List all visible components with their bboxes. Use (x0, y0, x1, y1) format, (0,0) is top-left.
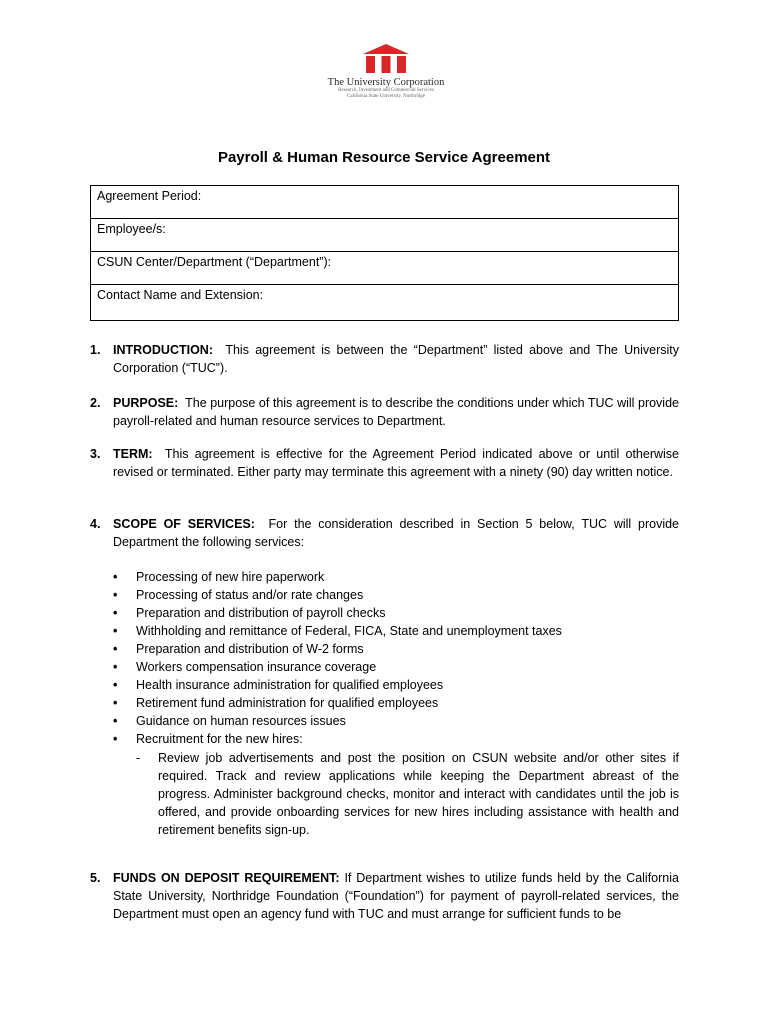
section-number: 5. (90, 871, 101, 885)
section-introduction (90, 341, 679, 377)
section-text: For the consideration described in Section 5 below, TUC will provide Department the following services: (113, 517, 680, 549)
list-item: • Retirement fund administration for qualified employees (113, 696, 439, 710)
section-text: The purpose of this agreement is to describe the conditions under which TUC will provide payroll-related and human resource services to Department. (113, 396, 679, 428)
bullet-icon: • (113, 624, 118, 638)
logo-org-name: The University Corporation (327, 77, 445, 88)
section-funds-on-deposit (90, 869, 679, 923)
recruitment-detail (136, 749, 679, 839)
list-item: • Preparation and distribution of payroll checks (113, 606, 386, 620)
list-item: • Recruitment for the new hires: (113, 732, 303, 746)
bullet-icon: • (113, 642, 118, 656)
table-row (91, 219, 679, 252)
contact-field[interactable]: Contact Name and Extension: (91, 285, 679, 321)
agreement-info-table (90, 185, 679, 321)
department-field[interactable]: CSUN Center/Department (“Department”): (91, 252, 679, 285)
section-text: This agreement is between the “Department” listed above and The University Corporation (“TUC”). (113, 343, 679, 375)
section-heading: FUNDS ON DEPOSIT REQUIREMENT: (113, 871, 340, 885)
section-heading: SCOPE OF SERVICES: (113, 517, 255, 531)
logo-tagline: Research, Investment and Commercial Services (338, 88, 434, 93)
list-item: • Guidance on human resources issues (113, 714, 346, 728)
section-heading: TERM: (113, 447, 153, 461)
list-item: • Health insurance administration for qualified employees (113, 678, 444, 692)
list-item: • Withholding and remittance of Federal, FICA, State and unemployment taxes (113, 624, 562, 638)
recruitment-detail-text: Review job advertisements and post the position on CSUN website and/or other sites if required. Track and review applications while keeping the Department abreast of the progress. Administer background checks, monitor and interact with candidates until the job is offered, and provide onboarding services for new hires including assistance with health and retirement benefits sign-up. (158, 751, 679, 837)
table-row (91, 285, 679, 321)
organization-logo (324, 44, 448, 116)
bullet-icon: • (113, 606, 118, 620)
dash-icon: - (136, 751, 141, 765)
building-icon (363, 44, 409, 74)
table-row (91, 186, 679, 219)
bullet-icon: • (113, 570, 118, 584)
agreement-period-field[interactable]: Agreement Period: (91, 186, 679, 219)
services-list (113, 568, 679, 748)
section-purpose (90, 394, 679, 430)
list-item: • Processing of new hire paperwork (113, 570, 325, 584)
bullet-icon: • (113, 678, 118, 692)
list-item: • Preparation and distribution of W-2 forms (113, 642, 364, 656)
list-item: • Processing of status and/or rate changes (113, 588, 364, 602)
section-heading: INTRODUCTION: (113, 343, 213, 357)
section-term (90, 445, 679, 481)
list-item: • Workers compensation insurance coverage (113, 660, 377, 674)
section-text: If Department wishes to utilize funds held by the California State University, Northridge Foundation (“Foundation”) for payment of payroll-related services, the Department must open an agency fund with TUC and must arrange for sufficient funds to be (113, 871, 679, 921)
section-scope (90, 515, 679, 551)
bullet-icon: • (113, 660, 118, 674)
section-heading: PURPOSE: (113, 396, 179, 410)
bullet-icon: • (113, 732, 118, 746)
section-number: 1. (90, 343, 101, 357)
document-title: Payroll & Human Resource Service Agreement (217, 149, 551, 166)
logo-campus: California State University, Northridge (347, 94, 425, 99)
section-number: 3. (90, 447, 101, 461)
section-text: This agreement is effective for the Agreement Period indicated above or until otherwise revised or terminated. Either party may terminate this agreement with a ninety (90) day written notice. (113, 447, 679, 479)
bullet-icon: • (113, 588, 118, 602)
employees-field[interactable]: Employee/s: (91, 219, 679, 252)
section-number: 4. (90, 517, 101, 531)
table-row (91, 252, 679, 285)
section-number: 2. (90, 396, 101, 410)
bullet-icon: • (113, 714, 118, 728)
bullet-icon: • (113, 696, 118, 710)
